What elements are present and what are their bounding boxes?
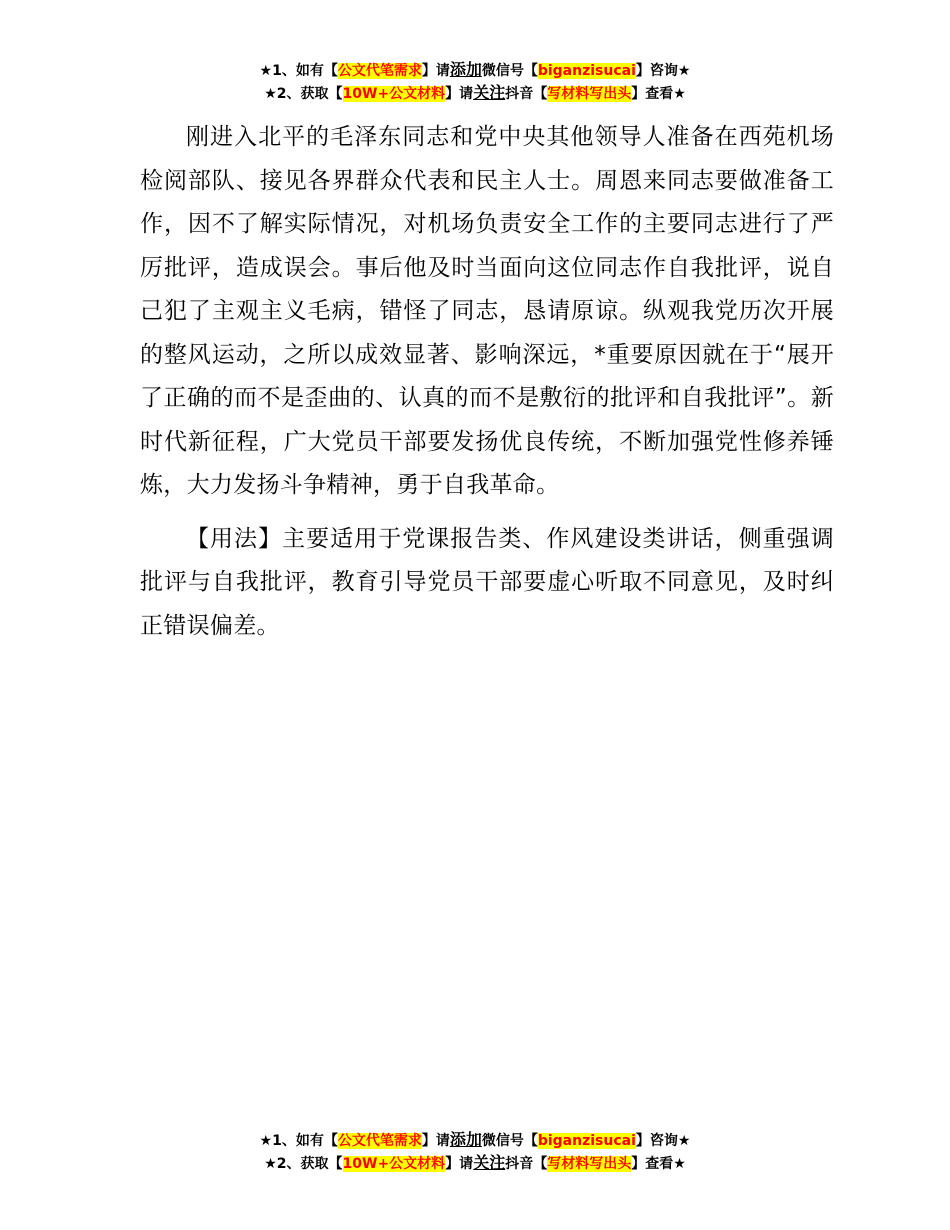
banner-text: 】请 [445,1156,474,1172]
banner-text: 微信号【 [481,1133,538,1149]
underlined-text: 添加 [449,1130,482,1149]
banner-text: 抖音【 [505,1156,548,1172]
banner-text: 微信号【 [481,63,538,79]
banner-line-1 [0,1129,950,1152]
banner-text: ★1、如有【 [259,63,338,79]
highlight-text: 写材料写出头 [547,1156,632,1172]
banner-text: 】请 [421,1133,450,1149]
highlight-text: 10W+公文材料 [342,1156,446,1172]
banner-text: ★1、如有【 [259,1133,338,1149]
underlined-text: 添加 [449,60,482,79]
banner-text: 】查看★ [631,86,686,102]
underlined-text: 关注 [473,1153,506,1172]
highlight-text: 10W+公文材料 [342,86,446,102]
banner-text: 】请 [445,86,474,102]
banner-text: 】咨询★ [635,63,691,79]
highlight-text: biganzisucai [537,63,636,79]
banner-text: 抖音【 [505,86,548,102]
highlight-text: 公文代笔需求 [337,63,422,79]
highlight-text: 写材料写出头 [547,86,632,102]
paragraph-usage: 【用法】主要适用于党课报告类、作风建设类讲话，侧重强调批评与自我批评，教育引导党员干部要虚心听取不同意见，及时纠正错误偏差。 [140,525,834,639]
document-body [140,116,834,658]
highlight-text: 公文代笔需求 [337,1133,422,1149]
banner-text: 】查看★ [631,1156,686,1172]
banner-text: 】请 [421,63,450,79]
paragraph-story: 刚进入北平的毛泽东同志和党中央其他领导人准备在西苑机场检阅部队、接见各界群众代表和民主人士。周恩来同志要做准备工作，因不了解实际情况，对机场负责安全工作的主要同志进行了严厉批评，造成误会。事后他及时当面向这位同志作自我批评，说自己犯了主观主义毛病，错怪了同志，恳请原谅。纵观我党历次开展的整风运动，之所以成效显著、影响深远，*重要原因就在于“展开了正确的而不是歪曲的、认真的而不是敷衍的批评和自我批评”。新时代新征程，广大党员干部要发扬优良传统，不断加强党性修养锤炼，大力发扬斗争精神，勇于自我革命。 [140,124,834,498]
banner-line-1 [0,59,950,82]
footer-banner [0,1129,950,1175]
banner-text: 】咨询★ [635,1133,691,1149]
banner-text: ★2、获取【 [264,1156,343,1172]
highlight-text: biganzisucai [537,1133,636,1149]
underlined-text: 关注 [473,83,506,102]
banner-line-2 [0,1152,950,1175]
banner-text: ★2、获取【 [264,86,343,102]
header-banner [0,59,950,105]
banner-line-2 [0,82,950,105]
